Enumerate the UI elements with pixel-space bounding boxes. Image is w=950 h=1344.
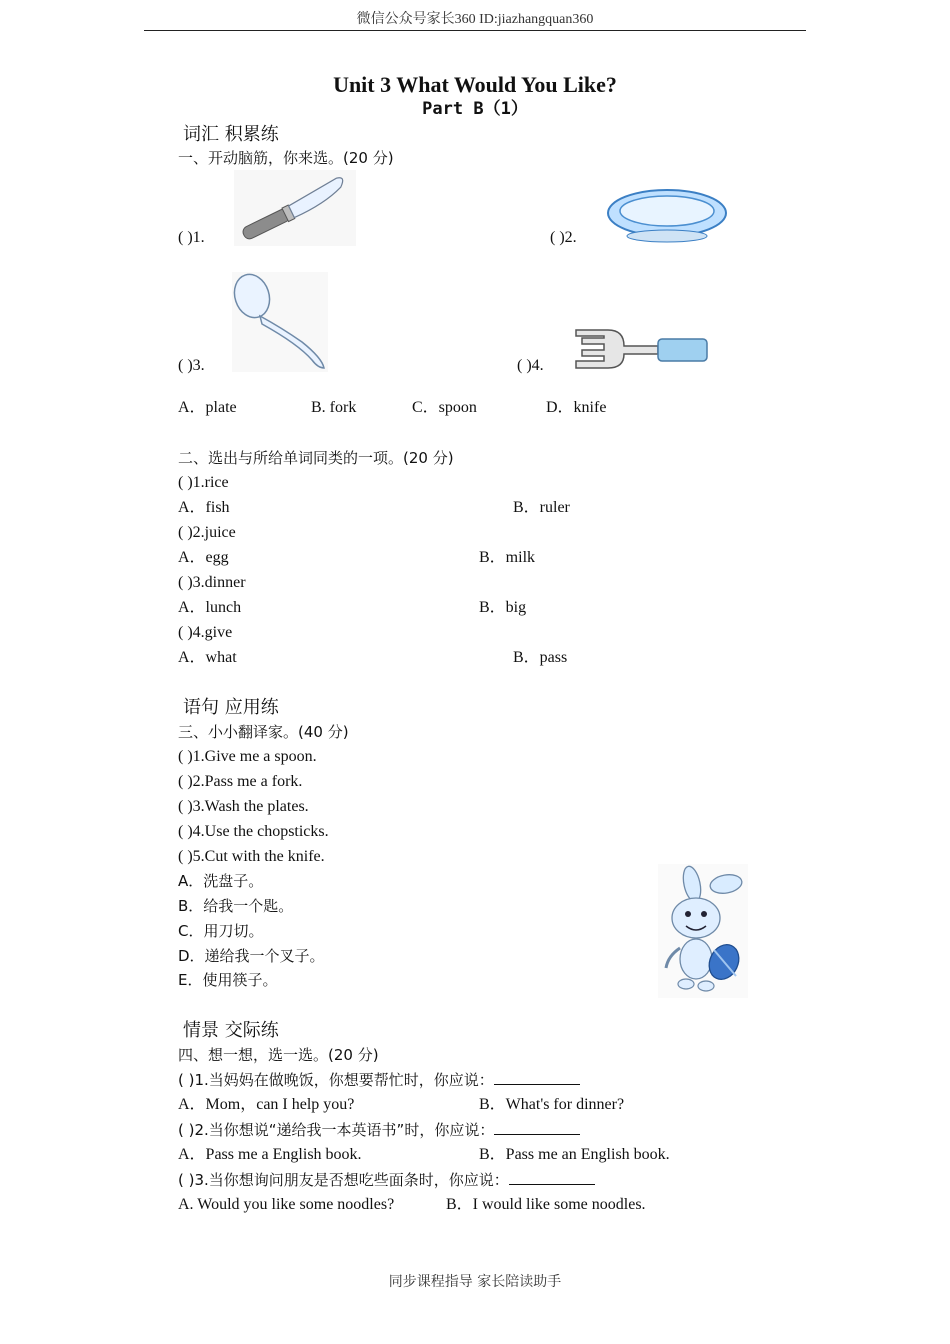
- section-heading-vocabulary: 词汇 积累练: [183, 124, 279, 145]
- plate-icon: [606, 186, 728, 244]
- section-heading-sentences: 语句 应用练: [183, 697, 279, 718]
- question-4-item-2: [178, 1120, 580, 1140]
- question-3-item-5: ( )5.Cut with the knife.: [178, 848, 325, 865]
- question-2-item-2-option-b: B．milk: [479, 549, 536, 566]
- question-2-item-4: ( )4.give: [178, 624, 233, 641]
- question-3-item-3: ( )3.Wash the plates.: [178, 798, 309, 815]
- question-2-item-1: ( )1.rice: [178, 474, 229, 491]
- question-2-item-1-option-b: B．ruler: [513, 499, 570, 516]
- question-4-item-2-text: ( )2.当你想说“递给我一本英语书”时，你应说：: [178, 1121, 495, 1139]
- question-4-item-2-option-b: B．Pass me an English book.: [479, 1146, 670, 1163]
- page-title: Unit 3 What Would You Like?: [333, 72, 617, 97]
- question-2-item-2: ( )2.juice: [178, 524, 236, 541]
- question-2-item-2-option-a: A．egg: [178, 549, 229, 566]
- question-1-item-4: ( )4.: [517, 357, 544, 374]
- question-2-item-4-option-a: A．what: [178, 649, 237, 666]
- question-4-item-3-option-b: B．I would like some noodles.: [446, 1196, 646, 1213]
- fork-icon: [574, 326, 710, 372]
- question-3-item-4: ( )4.Use the chopsticks.: [178, 823, 329, 840]
- question-3-option-d: D．递给我一个叉子。: [178, 947, 325, 965]
- page-footer: 同步课程指导 家长陪读助手: [388, 1274, 562, 1290]
- question-4-item-3-text: ( )3.当你想询问朋友是否想吃些面条时，你应说：: [178, 1171, 509, 1189]
- question-2-item-1-option-a: A．fish: [178, 499, 230, 516]
- question-4-title: 四、想一想，选一选。(20 分): [178, 1046, 379, 1064]
- question-2-item-4-option-b: B．pass: [513, 649, 568, 666]
- question-1-item-2: ( )2.: [550, 229, 577, 246]
- question-4-item-1-option-b: B．What's for dinner?: [479, 1096, 625, 1113]
- question-4-item-2-option-a: A．Pass me a English book.: [178, 1146, 362, 1163]
- question-3-option-b: B．给我一个匙。: [178, 897, 294, 915]
- question-2-title: 二、选出与所给单词同类的一项。(20 分): [178, 449, 454, 467]
- question-1-option-d: D．knife: [546, 399, 607, 416]
- page-header: 微信公众号家长360 ID:jiazhangquan360: [356, 12, 594, 27]
- answer-blank: [494, 1120, 580, 1135]
- question-3-option-c: C．用刀切。: [178, 922, 264, 940]
- question-1-option-a: A．plate: [178, 399, 237, 416]
- question-1-option-b: B. fork: [311, 399, 357, 416]
- knife-icon: [234, 170, 356, 246]
- answer-blank: [494, 1070, 580, 1085]
- question-4-item-1-option-a: A．Mom，can I help you?: [178, 1096, 355, 1113]
- answer-blank: [509, 1170, 595, 1185]
- question-1-title: 一、开动脑筋，你来选。(20 分): [178, 149, 394, 167]
- question-4-item-1-text: ( )1.当妈妈在做晚饭，你想要帮忙时，你应说：: [178, 1071, 494, 1089]
- question-3-item-2: ( )2.Pass me a fork.: [178, 773, 303, 790]
- question-3-option-a: A．洗盘子。: [178, 872, 264, 890]
- question-1-option-c: C．spoon: [412, 399, 477, 416]
- section-heading-situations: 情景 交际练: [183, 1020, 279, 1041]
- question-4-item-3: [178, 1170, 595, 1190]
- spoon-icon: [232, 272, 328, 372]
- question-4-item-3-option-a: A. Would you like some noodles?: [178, 1196, 395, 1213]
- question-1-item-1: ( )1.: [178, 229, 205, 246]
- question-3-option-e: E．使用筷子。: [178, 971, 278, 989]
- question-2-item-3-option-b: B．big: [479, 599, 527, 616]
- question-3-item-1: ( )1.Give me a spoon.: [178, 748, 317, 765]
- question-1-item-3: ( )3.: [178, 357, 205, 374]
- question-3-title: 三、小小翻译家。(40 分): [178, 723, 349, 741]
- question-2-item-3-option-a: A．lunch: [178, 599, 242, 616]
- question-4-item-1: [178, 1070, 580, 1090]
- rabbit-icon: [658, 864, 748, 998]
- question-2-item-3: ( )3.dinner: [178, 574, 246, 591]
- page-subtitle: Part B（1）: [422, 99, 528, 119]
- header-divider: [144, 30, 806, 31]
